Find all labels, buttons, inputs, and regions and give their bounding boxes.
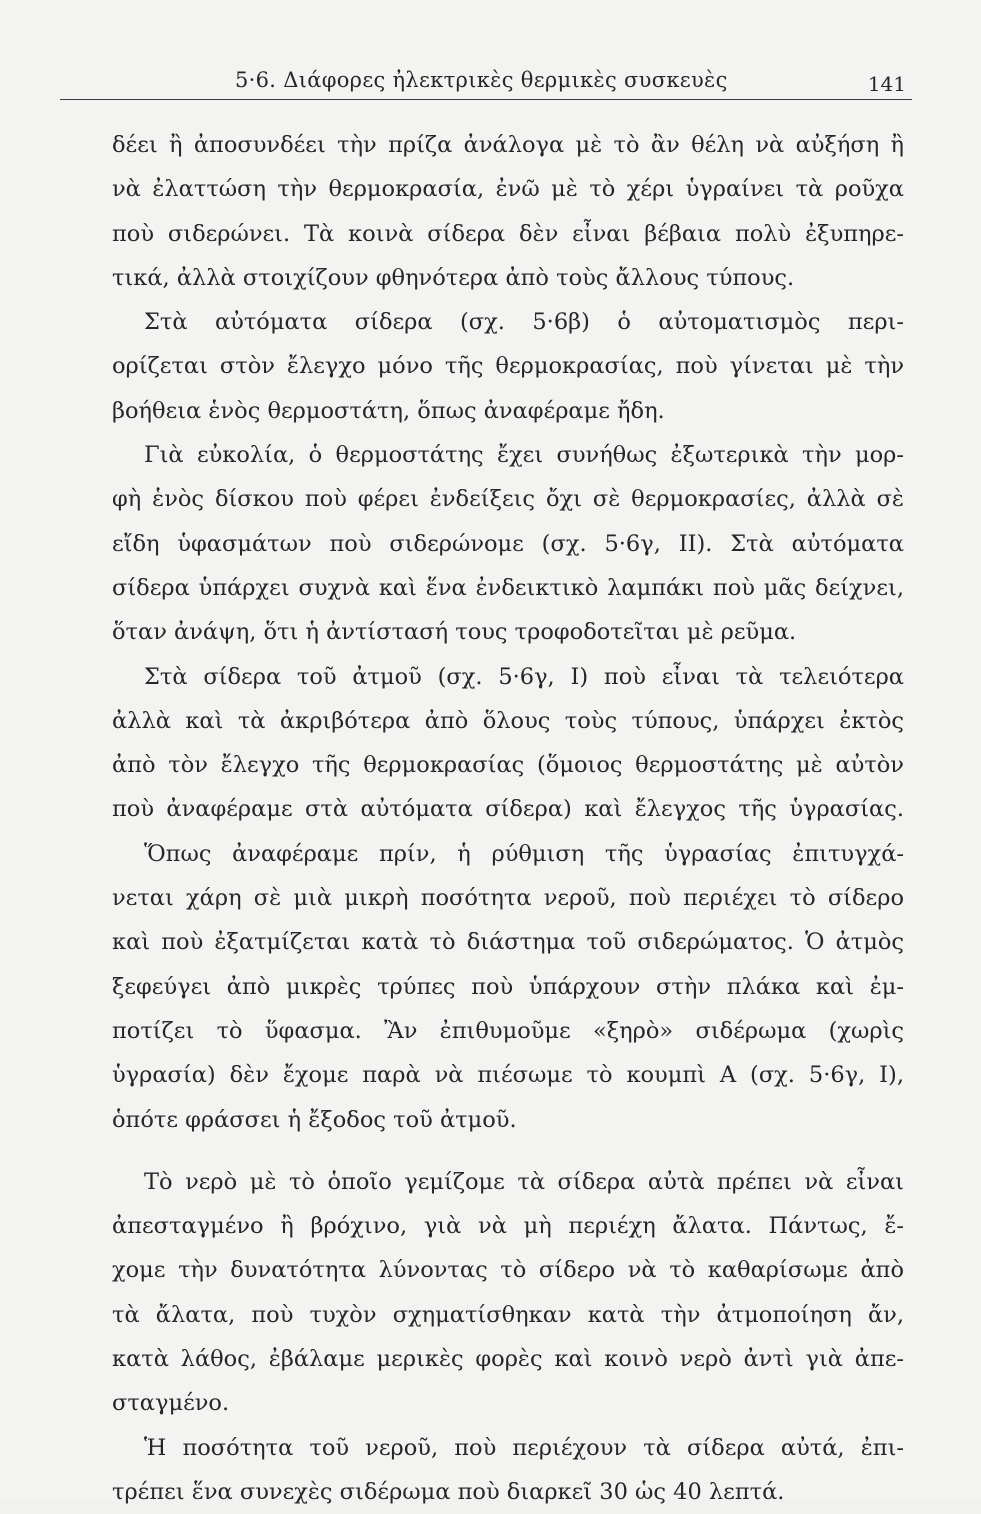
page-number: 141 bbox=[867, 72, 906, 96]
text-line: νὰ ἐλαττώση τὴν θερμοκρασία, ἐνῶ μὲ τὸ χέρι ὑγραίνει τὰ ροῦχα bbox=[112, 176, 904, 203]
text-line: ἀπεσταγμένο ἢ βρόχινο, γιὰ νὰ μὴ περιέχη ἄλατα. Πάντως, ἔ- bbox=[112, 1213, 904, 1240]
text-line: καὶ ποὺ ἐξατμίζεται κατὰ τὸ διάστημα τοῦ σιδερώματος. Ὁ ἀτμὸς bbox=[112, 929, 904, 956]
text-line: ὑγρασία) δὲν ἔχομε παρὰ νὰ πιέσωμε τὸ κουμπὶ Α (σχ. 5·6γ, I), bbox=[112, 1062, 904, 1089]
text-line: ποὺ ἀναφέραμε στὰ αὐτόματα σίδερα) καὶ ἔλεγχος τῆς ὑγρασίας. bbox=[112, 796, 904, 823]
text-line: ορίζεται στὸν ἔλεγχο μόνο τῆς θερμοκρασίας, ποὺ γίνεται μὲ τὴν bbox=[112, 353, 904, 380]
text-line: ὁπότε φράσσει ἡ ἔξοδος τοῦ ἀτμοῦ. bbox=[112, 1106, 517, 1133]
page-header bbox=[60, 62, 912, 100]
paragraph-start-line: Γιὰ εὐκολία, ὁ θερμοστάτης ἔχει συνήθως ἐξωτερικὰ τὴν μορ- bbox=[144, 442, 904, 469]
text-line: ὅταν ἀνάψη, ὅτι ἡ ἀντίστασή τους τροφοδοτεῖται μὲ ρεῦμα. bbox=[112, 619, 797, 646]
text-line: κατὰ λάθος, ἐβάλαμε μερικὲς φορὲς καὶ κοινὸ νερὸ ἀντὶ γιὰ ἀπε- bbox=[112, 1346, 904, 1373]
paragraph-start-line: Ὅπως ἀναφέραμε πρίν, ἡ ρύθμιση τῆς ὑγρασίας ἐπιτυγχά- bbox=[144, 840, 904, 867]
running-head: 5·6. Διάφορες ἠλεκτρικὲς θερμικὲς συσκευὲς bbox=[235, 68, 728, 92]
paragraph-start-line: Ἡ ποσότητα τοῦ νεροῦ, ποὺ περιέχουν τὰ σίδερα αὐτά, ἐπι- bbox=[144, 1434, 904, 1461]
text-line: χομε τὴν δυνατότητα λύνοντας τὸ σίδερο νὰ τὸ καθαρίσωμε ἀπὸ bbox=[112, 1257, 904, 1284]
text-line: σταγμένο. bbox=[112, 1390, 230, 1417]
text-line: δέει ἢ ἀποσυνδέει τὴν πρίζα ἀνάλογα μὲ τὸ ἂν θέλη νὰ αὐξήση ἢ bbox=[112, 132, 904, 158]
text-line: ποτίζει τὸ ὕφασμα. Ἂν ἐπιθυμοῦμε «ξηρὸ» σιδέρωμα (χωρὶς bbox=[112, 1017, 904, 1044]
text-line: εἴδη ὑφασμάτων ποὺ σιδερώνομε (σχ. 5·6γ, II). Στὰ αὐτόματα bbox=[112, 530, 904, 557]
text-line: νεται χάρη σὲ μιὰ μικρὴ ποσότητα νεροῦ, ποὺ περιέχει τὸ σίδερο bbox=[112, 885, 904, 912]
paragraph-start-line: Στὰ σίδερα τοῦ ἀτμοῦ (σχ. 5·6γ, I) ποὺ εἶναι τὰ τελειότερα bbox=[144, 663, 904, 690]
body-text bbox=[112, 123, 904, 1514]
header-rule bbox=[60, 99, 912, 100]
text-line: τὰ ἄλατα, ποὺ τυχὸν σχηματίσθηκαν κατὰ τὴν ἀτμοποίηση ἄν, bbox=[112, 1301, 904, 1328]
text-line: τικά, ἀλλὰ στοιχίζουν φθηνότερα ἀπὸ τοὺς ἄλλους τύπους. bbox=[112, 264, 795, 291]
paragraph-start-line: Τὸ νερὸ μὲ τὸ ὁποῖο γεμίζομε τὰ σίδερα αὐτὰ πρέπει νὰ εἶναι bbox=[144, 1168, 904, 1195]
text-line: βοήθεια ἑνὸς θερμοστάτη, ὅπως ἀναφέραμε ἤδη. bbox=[112, 397, 665, 424]
text-line: τρέπει ἕνα συνεχὲς σιδέρωμα ποὺ διαρκεῖ 30 ὡς 40 λεπτά. bbox=[112, 1478, 785, 1505]
text-line: φὴ ἑνὸς δίσκου ποὺ φέρει ἐνδείξεις ὄχι σὲ θερμοκρασίες, ἀλλὰ σὲ bbox=[112, 486, 904, 513]
text-line: σίδερα ὑπάρχει συχνὰ καὶ ἕνα ἐνδεικτικὸ λαμπάκι ποὺ μᾶς δείχνει, bbox=[112, 574, 904, 601]
text-line: ξεφεύγει ἀπὸ μικρὲς τρύπες ποὺ ὑπάρχουν στὴν πλάκα καὶ ἐμ- bbox=[112, 973, 904, 1000]
paragraph-gap bbox=[112, 1142, 904, 1160]
text-line: ἀπὸ τὸν ἔλεγχο τῆς θερμοκρασίας (ὅμοιος θερμοστάτης μὲ αὐτὸν bbox=[112, 752, 904, 779]
text-line: ποὺ σιδερώνει. Τὰ κοινὰ σίδερα δὲν εἶναι βέβαια πολὺ ἐξυπηρε- bbox=[112, 220, 904, 247]
paragraph-start-line: Στὰ αὐτόματα σίδερα (σχ. 5·6β) ὁ αὐτοματισμὸς περι- bbox=[144, 309, 904, 336]
text-line: ἀλλὰ καὶ τὰ ἀκριβότερα ἀπὸ ὅλους τοὺς τύπους, ὑπάρχει ἐκτὸς bbox=[112, 707, 904, 734]
